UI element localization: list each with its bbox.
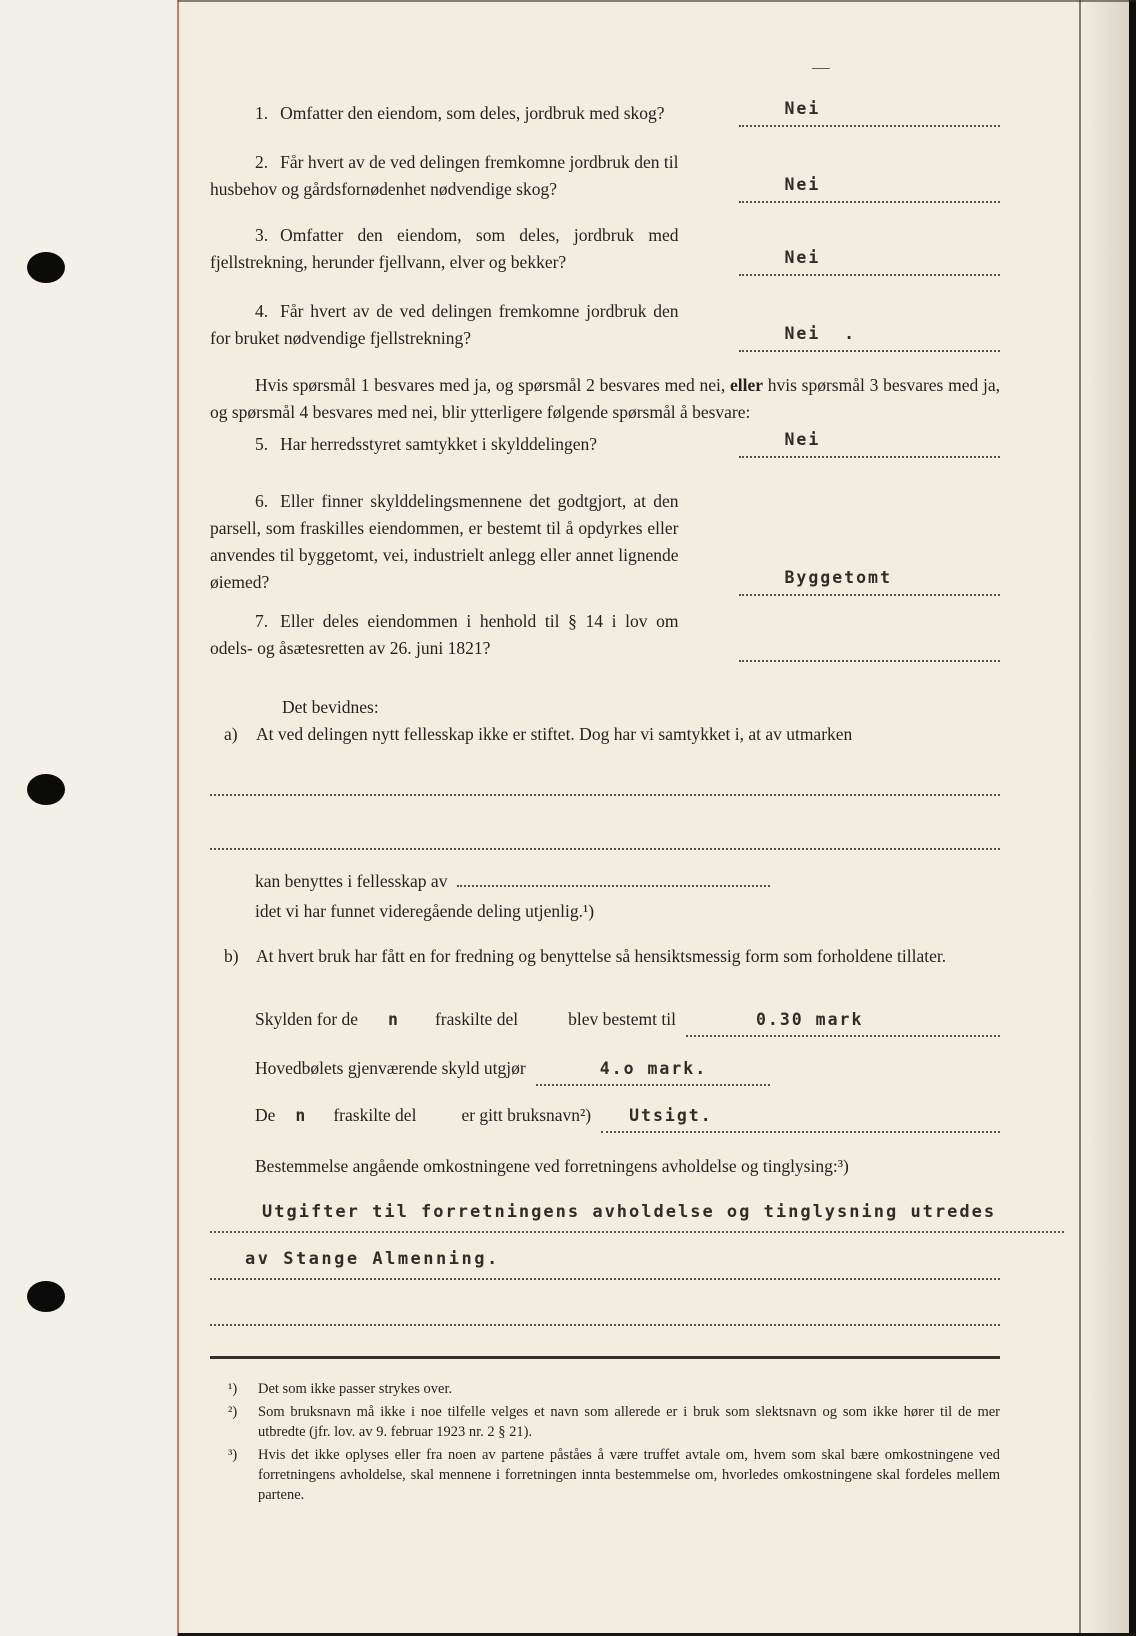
answer-line-4 xyxy=(739,320,1001,352)
typed-answer-1: Nei xyxy=(784,99,821,118)
footnote-2-marker: ²) xyxy=(228,1403,238,1420)
question-row-4 xyxy=(210,298,1000,352)
instruction-part-2: hvis spørsmål 3 besvares med ja, og spørsmål 4 besvares med nei, blir ytterligere følgende spørsmål å besvare: xyxy=(210,375,1000,422)
red-margin-line xyxy=(177,0,179,1636)
item-a-text: At ved delingen nytt fellesskap ikke er stiftet. Dog har vi samtykket i, at av utmarken xyxy=(256,724,853,744)
attestation-heading: Det bevidnes: xyxy=(282,697,379,717)
instruction-bold-word: eller xyxy=(729,375,763,395)
skyld-3-mid2: er gitt bruksnavn²) xyxy=(461,1105,592,1125)
punch-hole xyxy=(27,1281,65,1312)
question-7-text xyxy=(210,608,679,662)
typed-answer-5: Nei xyxy=(784,430,821,449)
skyld-2-label: Hovedbølets gjenværende skyld utgjør xyxy=(255,1058,526,1078)
question-1-number: 1. xyxy=(255,103,269,123)
question-5-number: 5. xyxy=(255,434,269,454)
fellesskap-label: kan benyttes i fellesskap av xyxy=(255,871,448,891)
footnote-1-marker: ¹) xyxy=(228,1380,238,1397)
skyld-3-typed-n: n xyxy=(295,1106,308,1125)
attestation-item-b xyxy=(210,943,1000,970)
question-3-body: Omfatter den eiendom, som deles, jordbruk med fjellstrekning, herunder fjellvann, elver og bekker? xyxy=(210,225,679,272)
answer-line-2 xyxy=(739,171,1001,203)
typed-entry-2: av Stange Almenning. xyxy=(245,1248,500,1269)
skyld-2-typed-answer: 4.o mark. xyxy=(599,1059,708,1078)
question-4-text xyxy=(210,298,679,352)
question-7-number: 7. xyxy=(255,611,269,631)
left-margin-strip xyxy=(0,0,178,1636)
skyld-3-typed-answer: Utsigt. xyxy=(629,1106,713,1125)
typed-entry-1: Utgifter til forretningens avholdelse og tinglysning utredes xyxy=(262,1201,997,1222)
skyld-1-fill-line xyxy=(686,1006,1000,1037)
skyld-line-3 xyxy=(210,1102,1000,1133)
typed-answer-3: Nei xyxy=(784,248,821,267)
top-stray-mark: — xyxy=(812,57,830,77)
instruction-part-1: Hvis spørsmål 1 besvares med ja, og spørsmål 2 besvares med nei, xyxy=(255,375,730,395)
skyld-3-label: De xyxy=(255,1105,276,1125)
footnote-3-text: Hvis det ikke oplyses eller fra noen av partene påståes å være truffet avtale om, hvem som skal bære omkostningene ved forretningens avholdelse, skal mennene i forretningen innta bestemmelse om, hvorledes omkostningene skal fordeles mellem partene. xyxy=(258,1446,1000,1503)
fellesskap-row xyxy=(210,864,770,895)
answer-line-7 xyxy=(739,657,1001,662)
blank-fill-line xyxy=(210,1280,1000,1326)
fellesskap-fill-line xyxy=(457,864,770,887)
item-b-text: At hvert bruk har fått en for fredning og benyttelse så hensiktsmessig form som forholdene tillater. xyxy=(256,946,947,966)
question-7-body: Eller deles eiendommen i henhold til § 14 i lov om odels- og åsætesretten av 26. juni 1821? xyxy=(210,611,679,658)
page-edge-shadow xyxy=(1082,0,1129,1636)
conditional-instruction xyxy=(210,372,1000,426)
omkostninger-label: Bestemmelse angående omkostningene ved forretningens avholdelse og tinglysing:³) xyxy=(255,1156,849,1176)
punch-hole xyxy=(27,774,65,805)
question-6-number: 6. xyxy=(255,491,269,511)
typed-answer-6: Byggetomt xyxy=(784,568,892,587)
skyld-line-1 xyxy=(210,1006,1000,1037)
question-4-body: Får hvert av de ved delingen fremkomne jordbruk den for bruket nødvendige fjellstrekning? xyxy=(210,301,679,348)
skyld-3-fill-line xyxy=(601,1102,1000,1133)
answer-line-5 xyxy=(739,426,1001,458)
form-content xyxy=(210,0,1000,1508)
question-row-7 xyxy=(210,608,1000,662)
punch-hole xyxy=(27,252,65,283)
question-1-text xyxy=(210,100,679,127)
typed-answer-4: Nei . xyxy=(784,324,857,343)
binding-edge xyxy=(1129,0,1136,1636)
skyld-line-2 xyxy=(210,1055,770,1086)
question-2-text xyxy=(210,149,679,203)
typed-entry-line-2 xyxy=(210,1245,1000,1280)
item-b-label: b) xyxy=(224,946,239,966)
question-1-body: Omfatter den eiendom, som deles, jordbruk med skog? xyxy=(280,103,665,123)
question-6-body: Eller finner skylddelingsmennene det godtgjort, at den parsell, som fraskilles eiendommen, er bestemt til å opdyrkes eller anvendes til byggetomt, vei, industrielt anlegg eller annet lignende øiemed? xyxy=(210,491,679,592)
question-6-text xyxy=(210,488,679,596)
question-3-number: 3. xyxy=(255,225,269,245)
skyld-1-label: Skylden for de xyxy=(255,1009,359,1029)
question-row-2 xyxy=(210,149,1000,203)
footnote-2 xyxy=(210,1402,1000,1442)
question-3-text xyxy=(210,222,679,276)
question-row-3 xyxy=(210,222,1000,276)
footnote-3 xyxy=(210,1445,1000,1505)
typed-entry-line-1 xyxy=(210,1198,1064,1233)
footnote-1-text: Det som ikke passer strykes over. xyxy=(258,1380,453,1397)
blank-fill-line xyxy=(210,748,1000,796)
question-2-body: Får hvert av de ved delingen fremkomne jordbruk den til husbehov og gårdsfornødenhet nødvendige skog? xyxy=(210,152,679,199)
skyld-2-fill-line xyxy=(536,1055,770,1086)
question-row-6 xyxy=(210,488,1000,596)
question-5-text xyxy=(210,431,679,458)
answer-line-1 xyxy=(739,95,1001,127)
utjenlig-line: idet vi har funnet videregående deling utjenlig.¹) xyxy=(255,901,595,921)
footnote-2-text: Som bruksnavn må ikke i noe tilfelle velges et navn som allerede er i bruk som slektsnavn og som ikke hører til de mer utbredte (jfr. lov. av 9. februar 1923 nr. 2 § 21). xyxy=(258,1403,1000,1440)
footnote-divider xyxy=(210,1356,1000,1359)
skyld-1-typed-answer: 0.30 mark xyxy=(755,1010,864,1029)
question-row-1 xyxy=(210,95,1000,127)
question-5-body: Har herredsstyret samtykket i skylddelingen? xyxy=(280,434,597,454)
item-a-label: a) xyxy=(224,724,238,744)
attestation-item-a xyxy=(210,721,1000,748)
skyld-1-mid: fraskilte del xyxy=(434,1009,519,1029)
skyld-1-mid2: blev bestemt til xyxy=(568,1009,676,1029)
skyld-3-mid: fraskilte del xyxy=(333,1105,417,1125)
blank-fill-line xyxy=(210,796,1000,850)
skyld-1-typed-n: n xyxy=(388,1010,400,1029)
question-row-5 xyxy=(210,426,1000,458)
page-edge-line xyxy=(1079,0,1081,1636)
question-2-number: 2. xyxy=(255,152,269,172)
answer-line-3 xyxy=(739,244,1001,276)
answer-line-6 xyxy=(739,564,1001,596)
footnote-3-marker: ³) xyxy=(228,1446,238,1463)
typed-answer-2: Nei xyxy=(784,175,821,194)
footnote-1 xyxy=(210,1379,1000,1399)
question-4-number: 4. xyxy=(255,301,269,321)
